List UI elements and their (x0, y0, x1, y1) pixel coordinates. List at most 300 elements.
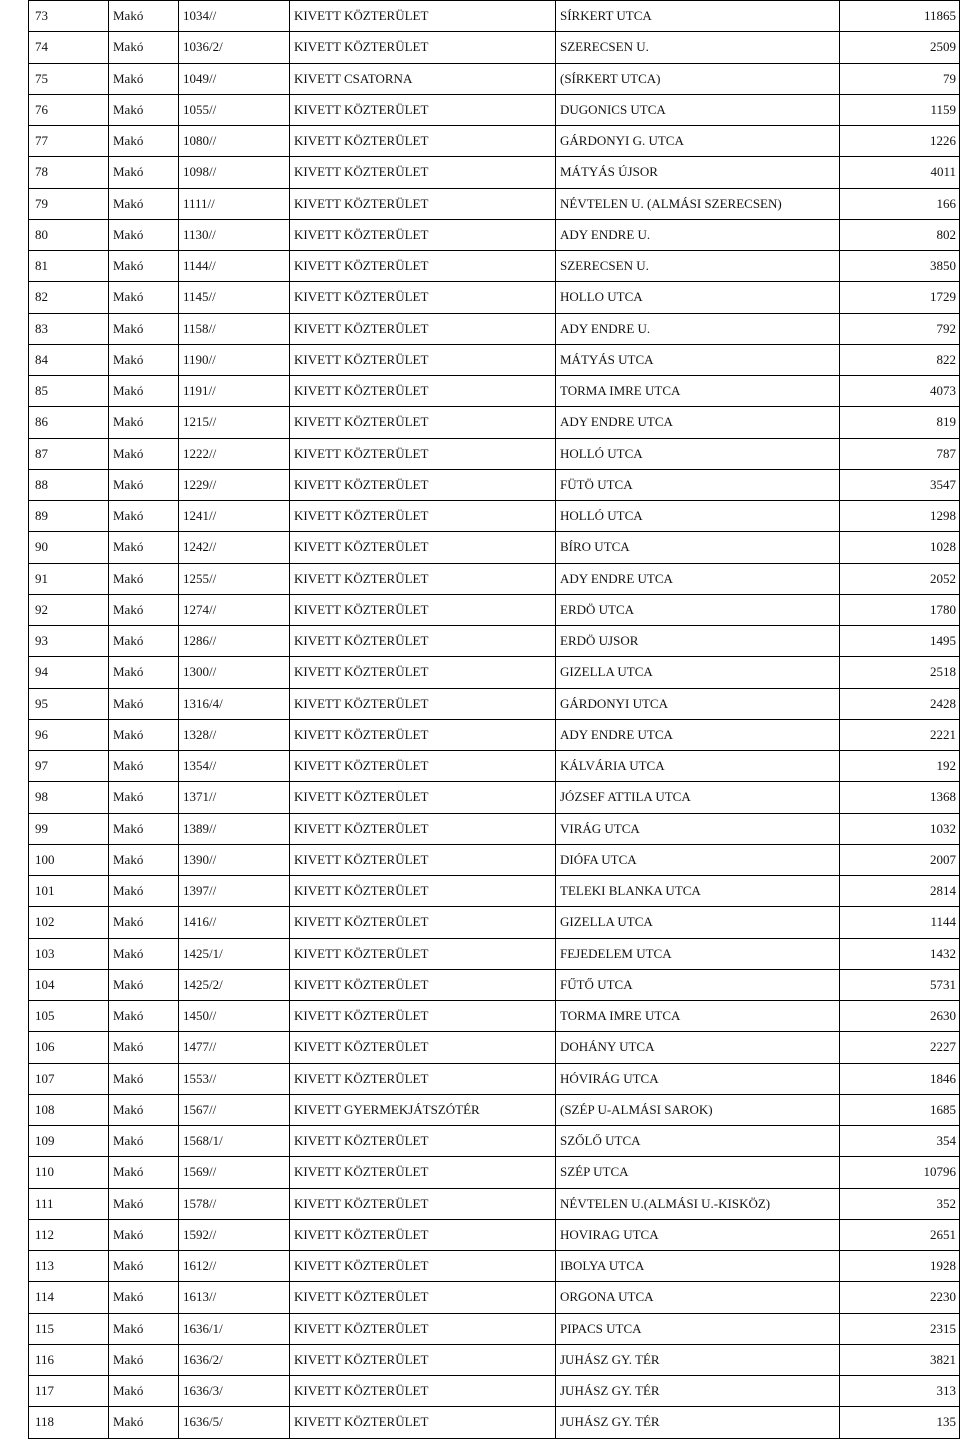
table-row (29, 188, 960, 219)
area-cell: 2428 (840, 688, 960, 719)
table-row (29, 1, 960, 32)
table-row (29, 688, 960, 719)
table-row (29, 813, 960, 844)
row-number-cell: 101 (29, 876, 109, 907)
parcel-number-cell: 1636/5/ (179, 1407, 290, 1438)
parcel-number-cell: 1450// (179, 1001, 290, 1032)
street-name-cell: GÁRDONYI G. UTCA (556, 126, 840, 157)
area-cell: 11865 (840, 1, 960, 32)
street-name-cell: JUHÁSZ GY. TÉR (556, 1407, 840, 1438)
table-row (29, 751, 960, 782)
parcel-number-cell: 1036/2/ (179, 32, 290, 63)
area-cell: 1368 (840, 782, 960, 813)
area-cell: 822 (840, 344, 960, 375)
parcel-number-cell: 1568/1/ (179, 1126, 290, 1157)
city-cell: Makó (109, 1313, 179, 1344)
row-number-cell: 95 (29, 688, 109, 719)
table-row (29, 219, 960, 250)
parcel-number-cell: 1098// (179, 157, 290, 188)
parcel-number-cell: 1397// (179, 876, 290, 907)
city-cell: Makó (109, 1344, 179, 1375)
table-row (29, 438, 960, 469)
table-row (29, 1344, 960, 1375)
land-type-cell: KIVETT KÖZTERÜLET (290, 1251, 556, 1282)
city-cell: Makó (109, 532, 179, 563)
parcel-number-cell: 1255// (179, 563, 290, 594)
street-name-cell: MÁTYÁS ÚJSOR (556, 157, 840, 188)
city-cell: Makó (109, 719, 179, 750)
street-name-cell: ORGONA UTCA (556, 1282, 840, 1313)
parcel-number-cell: 1613// (179, 1282, 290, 1313)
street-name-cell: NÉVTELEN U.(ALMÁSI U.-KISKÖZ) (556, 1188, 840, 1219)
street-name-cell: ADY ENDRE U. (556, 313, 840, 344)
area-cell: 787 (840, 438, 960, 469)
street-name-cell: PIPACS UTCA (556, 1313, 840, 1344)
row-number-cell: 94 (29, 657, 109, 688)
row-number-cell: 80 (29, 219, 109, 250)
city-cell: Makó (109, 157, 179, 188)
city-cell: Makó (109, 1407, 179, 1438)
street-name-cell: HOLLÓ UTCA (556, 438, 840, 469)
street-name-cell: FÜTÖ UTCA (556, 469, 840, 500)
city-cell: Makó (109, 376, 179, 407)
land-type-cell: KIVETT KÖZTERÜLET (290, 657, 556, 688)
city-cell: Makó (109, 751, 179, 782)
street-name-cell: GÁRDONYI UTCA (556, 688, 840, 719)
area-cell: 2230 (840, 1282, 960, 1313)
city-cell: Makó (109, 907, 179, 938)
row-number-cell: 110 (29, 1157, 109, 1188)
table-row (29, 1219, 960, 1250)
parcel-number-cell: 1222// (179, 438, 290, 469)
city-cell: Makó (109, 407, 179, 438)
row-number-cell: 99 (29, 813, 109, 844)
city-cell: Makó (109, 594, 179, 625)
land-type-cell: KIVETT KÖZTERÜLET (290, 1219, 556, 1250)
parcel-number-cell: 1055// (179, 94, 290, 125)
land-type-cell: KIVETT KÖZTERÜLET (290, 188, 556, 219)
land-type-cell: KIVETT KÖZTERÜLET (290, 1344, 556, 1375)
street-name-cell: FŰTŐ UTCA (556, 969, 840, 1000)
land-type-cell: KIVETT KÖZTERÜLET (290, 344, 556, 375)
table-row (29, 1063, 960, 1094)
city-cell: Makó (109, 1282, 179, 1313)
street-name-cell: ADY ENDRE U. (556, 219, 840, 250)
table-row (29, 344, 960, 375)
street-name-cell: SZÉP UTCA (556, 1157, 840, 1188)
land-type-cell: KIVETT CSATORNA (290, 63, 556, 94)
city-cell: Makó (109, 1157, 179, 1188)
parcel-number-cell: 1389// (179, 813, 290, 844)
row-number-cell: 87 (29, 438, 109, 469)
table-row (29, 1376, 960, 1407)
row-number-cell: 116 (29, 1344, 109, 1375)
parcel-number-cell: 1416// (179, 907, 290, 938)
city-cell: Makó (109, 969, 179, 1000)
row-number-cell: 76 (29, 94, 109, 125)
table-row (29, 657, 960, 688)
land-type-cell: KIVETT KÖZTERÜLET (290, 719, 556, 750)
row-number-cell: 79 (29, 188, 109, 219)
area-cell: 4011 (840, 157, 960, 188)
row-number-cell: 83 (29, 313, 109, 344)
parcel-number-cell: 1145// (179, 282, 290, 313)
parcel-number-cell: 1191// (179, 376, 290, 407)
table-row (29, 157, 960, 188)
table-row (29, 1032, 960, 1063)
street-name-cell: ADY ENDRE UTCA (556, 563, 840, 594)
city-cell: Makó (109, 1, 179, 32)
row-number-cell: 93 (29, 626, 109, 657)
street-name-cell: SÍRKERT UTCA (556, 1, 840, 32)
row-number-cell: 107 (29, 1063, 109, 1094)
area-cell: 1159 (840, 94, 960, 125)
area-cell: 1226 (840, 126, 960, 157)
parcel-number-cell: 1390// (179, 844, 290, 875)
area-cell: 1928 (840, 1251, 960, 1282)
table-row (29, 563, 960, 594)
row-number-cell: 97 (29, 751, 109, 782)
parcel-number-cell: 1111// (179, 188, 290, 219)
city-cell: Makó (109, 251, 179, 282)
area-cell: 1685 (840, 1094, 960, 1125)
parcel-table (28, 0, 960, 1439)
row-number-cell: 106 (29, 1032, 109, 1063)
row-number-cell: 111 (29, 1188, 109, 1219)
street-name-cell: NÉVTELEN U. (ALMÁSI SZERECSEN) (556, 188, 840, 219)
area-cell: 354 (840, 1126, 960, 1157)
area-cell: 1846 (840, 1063, 960, 1094)
city-cell: Makó (109, 938, 179, 969)
city-cell: Makó (109, 188, 179, 219)
row-number-cell: 73 (29, 1, 109, 32)
area-cell: 79 (840, 63, 960, 94)
row-number-cell: 77 (29, 126, 109, 157)
table-row (29, 501, 960, 532)
area-cell: 135 (840, 1407, 960, 1438)
city-cell: Makó (109, 344, 179, 375)
row-number-cell: 109 (29, 1126, 109, 1157)
city-cell: Makó (109, 1188, 179, 1219)
land-type-cell: KIVETT KÖZTERÜLET (290, 1032, 556, 1063)
row-number-cell: 114 (29, 1282, 109, 1313)
row-number-cell: 96 (29, 719, 109, 750)
row-number-cell: 81 (29, 251, 109, 282)
table-row (29, 876, 960, 907)
parcel-number-cell: 1569// (179, 1157, 290, 1188)
area-cell: 10796 (840, 1157, 960, 1188)
row-number-cell: 100 (29, 844, 109, 875)
land-type-cell: KIVETT KÖZTERÜLET (290, 501, 556, 532)
street-name-cell: BÍRO UTCA (556, 532, 840, 563)
land-type-cell: KIVETT KÖZTERÜLET (290, 251, 556, 282)
city-cell: Makó (109, 94, 179, 125)
area-cell: 2052 (840, 563, 960, 594)
parcel-number-cell: 1130// (179, 219, 290, 250)
row-number-cell: 82 (29, 282, 109, 313)
city-cell: Makó (109, 219, 179, 250)
land-type-cell: KIVETT KÖZTERÜLET (290, 688, 556, 719)
street-name-cell: DIÓFA UTCA (556, 844, 840, 875)
table-row (29, 1094, 960, 1125)
table-row (29, 626, 960, 657)
area-cell: 4073 (840, 376, 960, 407)
street-name-cell: TELEKI BLANKA UTCA (556, 876, 840, 907)
land-type-cell: KIVETT KÖZTERÜLET (290, 1001, 556, 1032)
parcel-number-cell: 1636/3/ (179, 1376, 290, 1407)
parcel-number-cell: 1578// (179, 1188, 290, 1219)
area-cell: 1729 (840, 282, 960, 313)
street-name-cell: TORMA IMRE UTCA (556, 1001, 840, 1032)
street-name-cell: ADY ENDRE UTCA (556, 407, 840, 438)
street-name-cell: DUGONICS UTCA (556, 94, 840, 125)
parcel-number-cell: 1190// (179, 344, 290, 375)
row-number-cell: 113 (29, 1251, 109, 1282)
area-cell: 802 (840, 219, 960, 250)
row-number-cell: 104 (29, 969, 109, 1000)
land-type-cell: KIVETT KÖZTERÜLET (290, 32, 556, 63)
parcel-number-cell: 1354// (179, 751, 290, 782)
city-cell: Makó (109, 32, 179, 63)
land-type-cell: KIVETT KÖZTERÜLET (290, 782, 556, 813)
street-name-cell: HÓVIRÁG UTCA (556, 1063, 840, 1094)
area-cell: 5731 (840, 969, 960, 1000)
street-name-cell: VIRÁG UTCA (556, 813, 840, 844)
land-type-cell: KIVETT KÖZTERÜLET (290, 219, 556, 250)
row-number-cell: 117 (29, 1376, 109, 1407)
area-cell: 1032 (840, 813, 960, 844)
parcel-number-cell: 1080// (179, 126, 290, 157)
area-cell: 2651 (840, 1219, 960, 1250)
area-cell: 1028 (840, 532, 960, 563)
city-cell: Makó (109, 501, 179, 532)
land-type-cell: KIVETT KÖZTERÜLET (290, 376, 556, 407)
table-row (29, 251, 960, 282)
area-cell: 313 (840, 1376, 960, 1407)
row-number-cell: 75 (29, 63, 109, 94)
area-cell: 819 (840, 407, 960, 438)
street-name-cell: JÓZSEF ATTILA UTCA (556, 782, 840, 813)
street-name-cell: JUHÁSZ GY. TÉR (556, 1376, 840, 1407)
table-row (29, 126, 960, 157)
table-row (29, 1188, 960, 1219)
land-type-cell: KIVETT KÖZTERÜLET (290, 126, 556, 157)
parcel-number-cell: 1274// (179, 594, 290, 625)
city-cell: Makó (109, 782, 179, 813)
area-cell: 2630 (840, 1001, 960, 1032)
city-cell: Makó (109, 438, 179, 469)
table-row (29, 376, 960, 407)
table-row (29, 469, 960, 500)
land-type-cell: KIVETT KÖZTERÜLET (290, 626, 556, 657)
street-name-cell: DOHÁNY UTCA (556, 1032, 840, 1063)
land-type-cell: KIVETT KÖZTERÜLET (290, 813, 556, 844)
land-type-cell: KIVETT KÖZTERÜLET (290, 407, 556, 438)
street-name-cell: GIZELLA UTCA (556, 657, 840, 688)
land-type-cell: KIVETT KÖZTERÜLET (290, 282, 556, 313)
row-number-cell: 98 (29, 782, 109, 813)
city-cell: Makó (109, 1251, 179, 1282)
area-cell: 1144 (840, 907, 960, 938)
street-name-cell: FEJEDELEM UTCA (556, 938, 840, 969)
street-name-cell: KÁLVÁRIA UTCA (556, 751, 840, 782)
city-cell: Makó (109, 282, 179, 313)
table-row (29, 1313, 960, 1344)
city-cell: Makó (109, 563, 179, 594)
land-type-cell: KIVETT KÖZTERÜLET (290, 1157, 556, 1188)
parcel-number-cell: 1049// (179, 63, 290, 94)
street-name-cell: GIZELLA UTCA (556, 907, 840, 938)
street-name-cell: IBOLYA UTCA (556, 1251, 840, 1282)
street-name-cell: (SÍRKERT UTCA) (556, 63, 840, 94)
parcel-number-cell: 1592// (179, 1219, 290, 1250)
table-row (29, 1157, 960, 1188)
area-cell: 1780 (840, 594, 960, 625)
table-row (29, 532, 960, 563)
table-row (29, 782, 960, 813)
area-cell: 2227 (840, 1032, 960, 1063)
table-row (29, 32, 960, 63)
area-cell: 2518 (840, 657, 960, 688)
area-cell: 192 (840, 751, 960, 782)
row-number-cell: 91 (29, 563, 109, 594)
city-cell: Makó (109, 844, 179, 875)
table-row (29, 594, 960, 625)
row-number-cell: 105 (29, 1001, 109, 1032)
table-row (29, 938, 960, 969)
parcel-number-cell: 1215// (179, 407, 290, 438)
table-row (29, 1001, 960, 1032)
street-name-cell: ERDÖ UJSOR (556, 626, 840, 657)
area-cell: 2315 (840, 1313, 960, 1344)
land-type-cell: KIVETT KÖZTERÜLET (290, 1407, 556, 1438)
area-cell: 1495 (840, 626, 960, 657)
land-type-cell: KIVETT KÖZTERÜLET (290, 876, 556, 907)
row-number-cell: 88 (29, 469, 109, 500)
city-cell: Makó (109, 657, 179, 688)
land-type-cell: KIVETT KÖZTERÜLET (290, 313, 556, 344)
land-type-cell: KIVETT KÖZTERÜLET (290, 907, 556, 938)
parcel-number-cell: 1158// (179, 313, 290, 344)
street-name-cell: HOVIRAG UTCA (556, 1219, 840, 1250)
land-type-cell: KIVETT KÖZTERÜLET (290, 1126, 556, 1157)
street-name-cell: SZERECSEN U. (556, 251, 840, 282)
street-name-cell: TORMA IMRE UTCA (556, 376, 840, 407)
land-type-cell: KIVETT KÖZTERÜLET (290, 438, 556, 469)
land-type-cell: KIVETT KÖZTERÜLET (290, 969, 556, 1000)
city-cell: Makó (109, 1001, 179, 1032)
city-cell: Makó (109, 313, 179, 344)
land-type-cell: KIVETT KÖZTERÜLET (290, 844, 556, 875)
table-row (29, 1251, 960, 1282)
street-name-cell: ADY ENDRE UTCA (556, 719, 840, 750)
land-type-cell: KIVETT KÖZTERÜLET (290, 1313, 556, 1344)
city-cell: Makó (109, 469, 179, 500)
parcel-number-cell: 1286// (179, 626, 290, 657)
city-cell: Makó (109, 1063, 179, 1094)
parcel-number-cell: 1425/1/ (179, 938, 290, 969)
street-name-cell: JUHÁSZ GY. TÉR (556, 1344, 840, 1375)
city-cell: Makó (109, 1094, 179, 1125)
street-name-cell: ERDÖ UTCA (556, 594, 840, 625)
row-number-cell: 74 (29, 32, 109, 63)
land-type-cell: KIVETT KÖZTERÜLET (290, 1376, 556, 1407)
parcel-number-cell: 1636/2/ (179, 1344, 290, 1375)
parcel-number-cell: 1612// (179, 1251, 290, 1282)
city-cell: Makó (109, 876, 179, 907)
street-name-cell: SZŐLŐ UTCA (556, 1126, 840, 1157)
parcel-number-cell: 1300// (179, 657, 290, 688)
area-cell: 2509 (840, 32, 960, 63)
parcel-number-cell: 1425/2/ (179, 969, 290, 1000)
street-name-cell: MÁTYÁS UTCA (556, 344, 840, 375)
land-type-cell: KIVETT KÖZTERÜLET (290, 157, 556, 188)
parcel-number-cell: 1553// (179, 1063, 290, 1094)
row-number-cell: 84 (29, 344, 109, 375)
land-type-cell: KIVETT KÖZTERÜLET (290, 938, 556, 969)
parcel-number-cell: 1242// (179, 532, 290, 563)
city-cell: Makó (109, 1126, 179, 1157)
area-cell: 1298 (840, 501, 960, 532)
land-type-cell: KIVETT KÖZTERÜLET (290, 532, 556, 563)
area-cell: 3821 (840, 1344, 960, 1375)
city-cell: Makó (109, 1219, 179, 1250)
land-type-cell: KIVETT KÖZTERÜLET (290, 1, 556, 32)
parcel-number-cell: 1034// (179, 1, 290, 32)
city-cell: Makó (109, 626, 179, 657)
row-number-cell: 92 (29, 594, 109, 625)
table-row (29, 719, 960, 750)
land-type-cell: KIVETT KÖZTERÜLET (290, 1282, 556, 1313)
parcel-number-cell: 1477// (179, 1032, 290, 1063)
parcel-number-cell: 1371// (179, 782, 290, 813)
area-cell: 3547 (840, 469, 960, 500)
table-row (29, 969, 960, 1000)
street-name-cell: (SZÉP U-ALMÁSI SAROK) (556, 1094, 840, 1125)
row-number-cell: 103 (29, 938, 109, 969)
table-row (29, 94, 960, 125)
land-type-cell: KIVETT KÖZTERÜLET (290, 94, 556, 125)
row-number-cell: 102 (29, 907, 109, 938)
city-cell: Makó (109, 1032, 179, 1063)
parcel-number-cell: 1636/1/ (179, 1313, 290, 1344)
table-row (29, 844, 960, 875)
row-number-cell: 115 (29, 1313, 109, 1344)
area-cell: 2814 (840, 876, 960, 907)
street-name-cell: SZERECSEN U. (556, 32, 840, 63)
row-number-cell: 78 (29, 157, 109, 188)
parcel-number-cell: 1328// (179, 719, 290, 750)
row-number-cell: 108 (29, 1094, 109, 1125)
city-cell: Makó (109, 126, 179, 157)
land-type-cell: KIVETT KÖZTERÜLET (290, 751, 556, 782)
city-cell: Makó (109, 63, 179, 94)
parcel-number-cell: 1241// (179, 501, 290, 532)
table-row (29, 1126, 960, 1157)
land-type-cell: KIVETT KÖZTERÜLET (290, 1063, 556, 1094)
row-number-cell: 112 (29, 1219, 109, 1250)
parcel-number-cell: 1229// (179, 469, 290, 500)
area-cell: 792 (840, 313, 960, 344)
land-type-cell: KIVETT KÖZTERÜLET (290, 563, 556, 594)
table-row (29, 313, 960, 344)
table-row (29, 1282, 960, 1313)
city-cell: Makó (109, 813, 179, 844)
land-type-cell: KIVETT KÖZTERÜLET (290, 469, 556, 500)
area-cell: 2221 (840, 719, 960, 750)
row-number-cell: 86 (29, 407, 109, 438)
parcel-number-cell: 1316/4/ (179, 688, 290, 719)
